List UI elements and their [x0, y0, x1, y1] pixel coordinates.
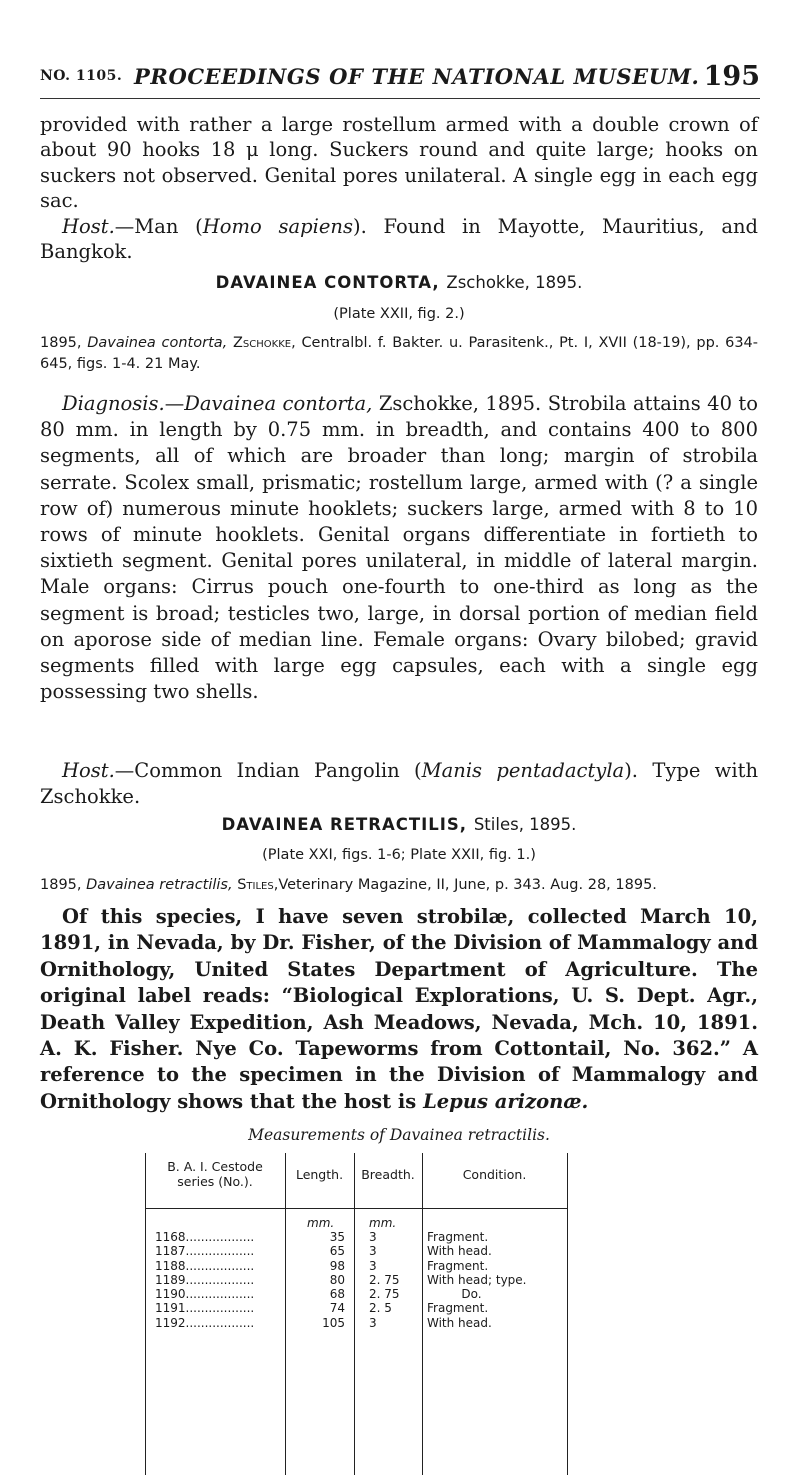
plate-reference-contorta: (Plate XXII, fig. 2.)	[333, 306, 465, 322]
host-text-b: ). Type with Zschokke.	[40, 759, 759, 809]
host-text-a: —Man (	[114, 215, 203, 238]
species-heading-retractilis	[40, 815, 758, 834]
retractilis-text: Of this species, I have seven strobilæ, collected March 10, 1891, in Nevada, by Dr. Fisher, of the Division of Mammalogy and Ornithology, United States Department of Agriculture. The original label reads: “Biological Explorations, U. S. Dept. Agr., Death Valley Expedition, Ash Meadows, Nevada, Mch. 10, 1891. A. K. Fisher. Nye Co. Tapeworms from Cottontail, No. 362.” A reference to the specimen in the Division of Mammalogy and Ornithology shows that the host is	[40, 905, 758, 1113]
table-border-right	[567, 1153, 568, 1475]
paragraph-continuation: provided with rather a large rostellum armed with a double crown of about 90 hooks 18 μ long. Suckers round and quite large; hooks on suckers not observed. Genital pores unilateral. A single egg in each egg sac.	[40, 113, 758, 213]
page-number: 195	[703, 61, 760, 92]
running-header	[40, 61, 760, 100]
journal-title: PROCEEDINGS OF THE NATIONAL MUSEUM.	[134, 64, 700, 89]
host-text-a: —Common Indian Pangolin (	[114, 759, 422, 782]
header-rule	[40, 98, 760, 99]
plate-reference-retractilis: (Plate XXI, figs. 1-6; Plate XXII, fig. 1.)	[262, 847, 536, 863]
citation-retractilis	[40, 875, 758, 896]
cite-year: 1895,	[40, 877, 82, 893]
table-divider	[354, 1153, 355, 1475]
breadth-unit: mm.	[369, 1216, 397, 1230]
cite-author: Zschokke,	[233, 335, 296, 351]
host-species: Manis pentadactyla	[421, 759, 625, 782]
cite-name: Davainea contorta,	[87, 335, 228, 351]
diagnosis-label: Diagnosis.	[62, 392, 165, 415]
length-column: 35 65 98 80 68 74 105	[322, 1230, 345, 1330]
retractilis-paragraph	[40, 904, 758, 1115]
diagnosis-dash: —	[164, 392, 185, 415]
cite-year: 1895,	[40, 335, 82, 351]
series-column: 1168.................. 1187.................. 1188.................. 1189.................. 1190.................. 1191.................. 1192..................	[155, 1230, 255, 1330]
cite-rest: Veterinary Magazine, II, June, p. 343. Aug. 28, 1895.	[278, 877, 657, 893]
species-author: Stiles, 1895.	[473, 815, 577, 834]
cite-name: Davainea retractilis,	[86, 877, 233, 893]
breadth-column: 3 3 3 2. 75 2. 75 2. 5 3	[369, 1230, 400, 1330]
table-header-rule	[145, 1208, 567, 1209]
table-divider	[422, 1153, 423, 1475]
table-border-left	[145, 1153, 146, 1475]
host-species: Homo sapiens	[202, 215, 353, 238]
issue-number: NO. 1105.	[40, 68, 123, 84]
species-author: Zschokke, 1895.	[446, 273, 583, 292]
diagnosis-text: Zschokke, 1895. Strobila attains 40 to 80 mm. in length by 0.75 mm. in breadth, and contains 400 to 800 segments, all of which are broader than long; margin of strobila serrate. Scolex small, prismatic; rostellum large, armed with (? a single row of) numerous minute hooklets; suckers large, armed with 8 to 10 rows of minute hooklets. Genital organs differentiate in fortieth to sixtieth segment. Genital pores unilateral, in middle of lateral margin. Male organs: Cirrus pouch one-fourth to one-third as long as the segment is broad; testicles two, large, in dorsal portion of median field on aporose side of median line. Female organs: Ovary bilobed; gravid segments filled with large egg capsules, each with a single egg possessing two shells.	[40, 392, 759, 704]
species-heading-contorta	[40, 273, 758, 292]
cite-author: Stiles,	[237, 877, 279, 893]
host-label: Host.	[62, 215, 115, 238]
length-unit: mm.	[307, 1216, 335, 1230]
cite-rest: Centralbl. f. Bakter. u. Parasitenk., Pt. I, XVII (18-19), pp. 634-645, figs. 1-4. 21 May.	[40, 335, 759, 372]
host-paragraph	[40, 214, 758, 265]
host-paragraph-contorta	[40, 758, 758, 810]
header-breadth: Breadth.	[361, 1167, 415, 1182]
host-label: Host.	[62, 759, 115, 782]
header-condition: Condition.	[462, 1167, 527, 1182]
condition-column: Fragment. With head. Fragment. With head; type. Do. Fragment. With head.	[427, 1230, 527, 1330]
diagnosis-name: Davainea contorta,	[184, 392, 373, 415]
host-text-b: ). Found in Mayotte, Mauritius, and Bangkok.	[40, 215, 758, 264]
table-caption: Measurements of Davainea retractilis.	[248, 1126, 550, 1144]
species-name: DAVAINEA CONTORTA,	[215, 273, 440, 292]
citation-contorta	[40, 333, 758, 375]
measurements-table	[145, 1153, 567, 1475]
diagnosis-paragraph	[40, 391, 758, 705]
header-series: B. A. I. Cestode series (No.).	[167, 1159, 263, 1189]
retractilis-host-species: Lepus arizonæ.	[423, 1089, 589, 1113]
species-name: DAVAINEA RETRACTILIS,	[221, 815, 468, 834]
header-length: Length.	[295, 1167, 344, 1182]
